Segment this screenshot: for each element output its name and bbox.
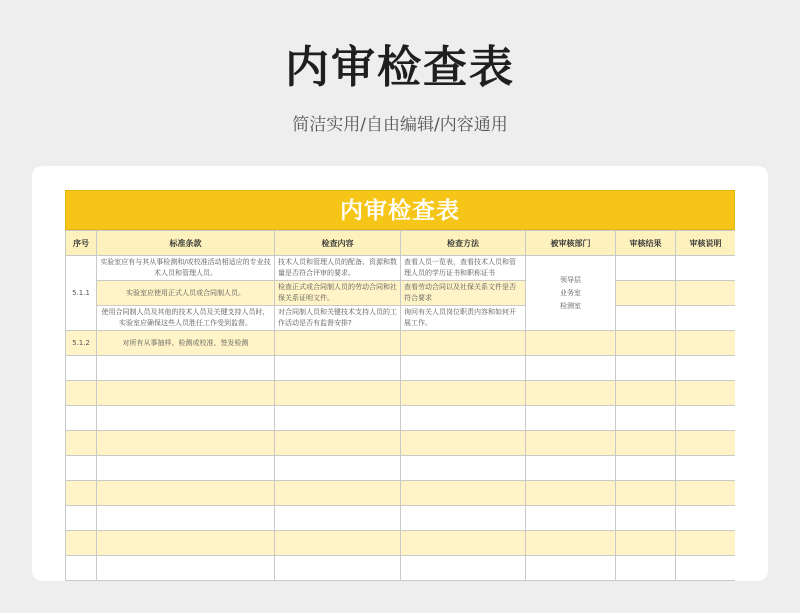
dept-line: 领导层 <box>560 275 581 284</box>
cell-content[interactable]: 技术人员和管理人员的配备、资源和数量是否符合评审的要求。 <box>275 256 401 281</box>
table-row <box>66 406 736 431</box>
cell-note[interactable] <box>676 256 736 281</box>
table-row <box>66 506 736 531</box>
cell-clause[interactable]: 实验室应使用正式人员或合同制人员。 <box>97 281 275 306</box>
sheet-banner: 内审检查表 <box>65 190 735 230</box>
table-row <box>66 456 736 481</box>
table-row <box>66 431 736 456</box>
cell-seq[interactable]: 5.1.2 <box>66 331 97 356</box>
table-row <box>66 306 736 331</box>
table-row <box>66 381 736 406</box>
table-row <box>66 281 736 306</box>
cell-content[interactable]: 对合同制人员和关键技术支持人员的工作活动是否有监督安排? <box>275 306 401 331</box>
col-dept[interactable]: 被审核部门 <box>526 231 616 256</box>
cell-dept[interactable] <box>526 331 616 356</box>
dept-line: 业务室 <box>560 288 581 297</box>
cell-method[interactable]: 查看劳动合同以及社保关系文件是否符合要求 <box>401 281 526 306</box>
cell-result[interactable] <box>616 256 676 281</box>
cell-seq[interactable]: 5.1.1 <box>66 256 97 331</box>
table-row <box>66 556 736 581</box>
cell-clause[interactable]: 实验室应有与其从事检测和/或校准活动相适应的专业技术人员和管理人员。 <box>97 256 275 281</box>
col-note[interactable]: 审核说明 <box>676 231 736 256</box>
cell-dept[interactable] <box>526 256 616 331</box>
table-row <box>66 356 736 381</box>
preview-card <box>32 166 768 581</box>
audit-table <box>65 230 735 581</box>
col-content[interactable]: 检查内容 <box>275 231 401 256</box>
table-row <box>66 531 736 556</box>
page-title: 内审检查表 <box>285 42 515 93</box>
cell-note[interactable] <box>676 281 736 306</box>
cell-note[interactable] <box>676 306 736 331</box>
cell-note[interactable] <box>676 331 736 356</box>
table-row <box>66 256 736 281</box>
table-row <box>66 481 736 506</box>
col-clause[interactable]: 标准条款 <box>97 231 275 256</box>
cell-result[interactable] <box>616 331 676 356</box>
table-row <box>66 331 736 356</box>
page-subtitle: 简洁实用/自由编辑/内容通用 <box>292 115 508 135</box>
cell-clause[interactable]: 对所有从事抽样、检测或校准、签发检测 <box>97 331 275 356</box>
cell-method[interactable]: 询问有关人员岗位职责内容和如何开展工作。 <box>401 306 526 331</box>
cell-content[interactable] <box>275 331 401 356</box>
cell-method[interactable] <box>401 331 526 356</box>
cell-result[interactable] <box>616 281 676 306</box>
spreadsheet <box>65 190 735 581</box>
col-seq[interactable]: 序号 <box>66 231 97 256</box>
header-row <box>66 231 736 256</box>
dept-line: 检测室 <box>560 301 581 310</box>
cell-result[interactable] <box>616 306 676 331</box>
cell-method[interactable]: 查看人员一览表，查看技术人员和管理人员的学历证书和职称证书 <box>401 256 526 281</box>
col-method[interactable]: 检查方法 <box>401 231 526 256</box>
col-result[interactable]: 审核结果 <box>616 231 676 256</box>
cell-content[interactable]: 检查正式或合同制人员的劳动合同和社保关系证明文件。 <box>275 281 401 306</box>
cell-clause[interactable]: 使用合同制人员及其他的技术人员及关键支持人员时，实验室应确保这些人员胜任工作受到监督。 <box>97 306 275 331</box>
